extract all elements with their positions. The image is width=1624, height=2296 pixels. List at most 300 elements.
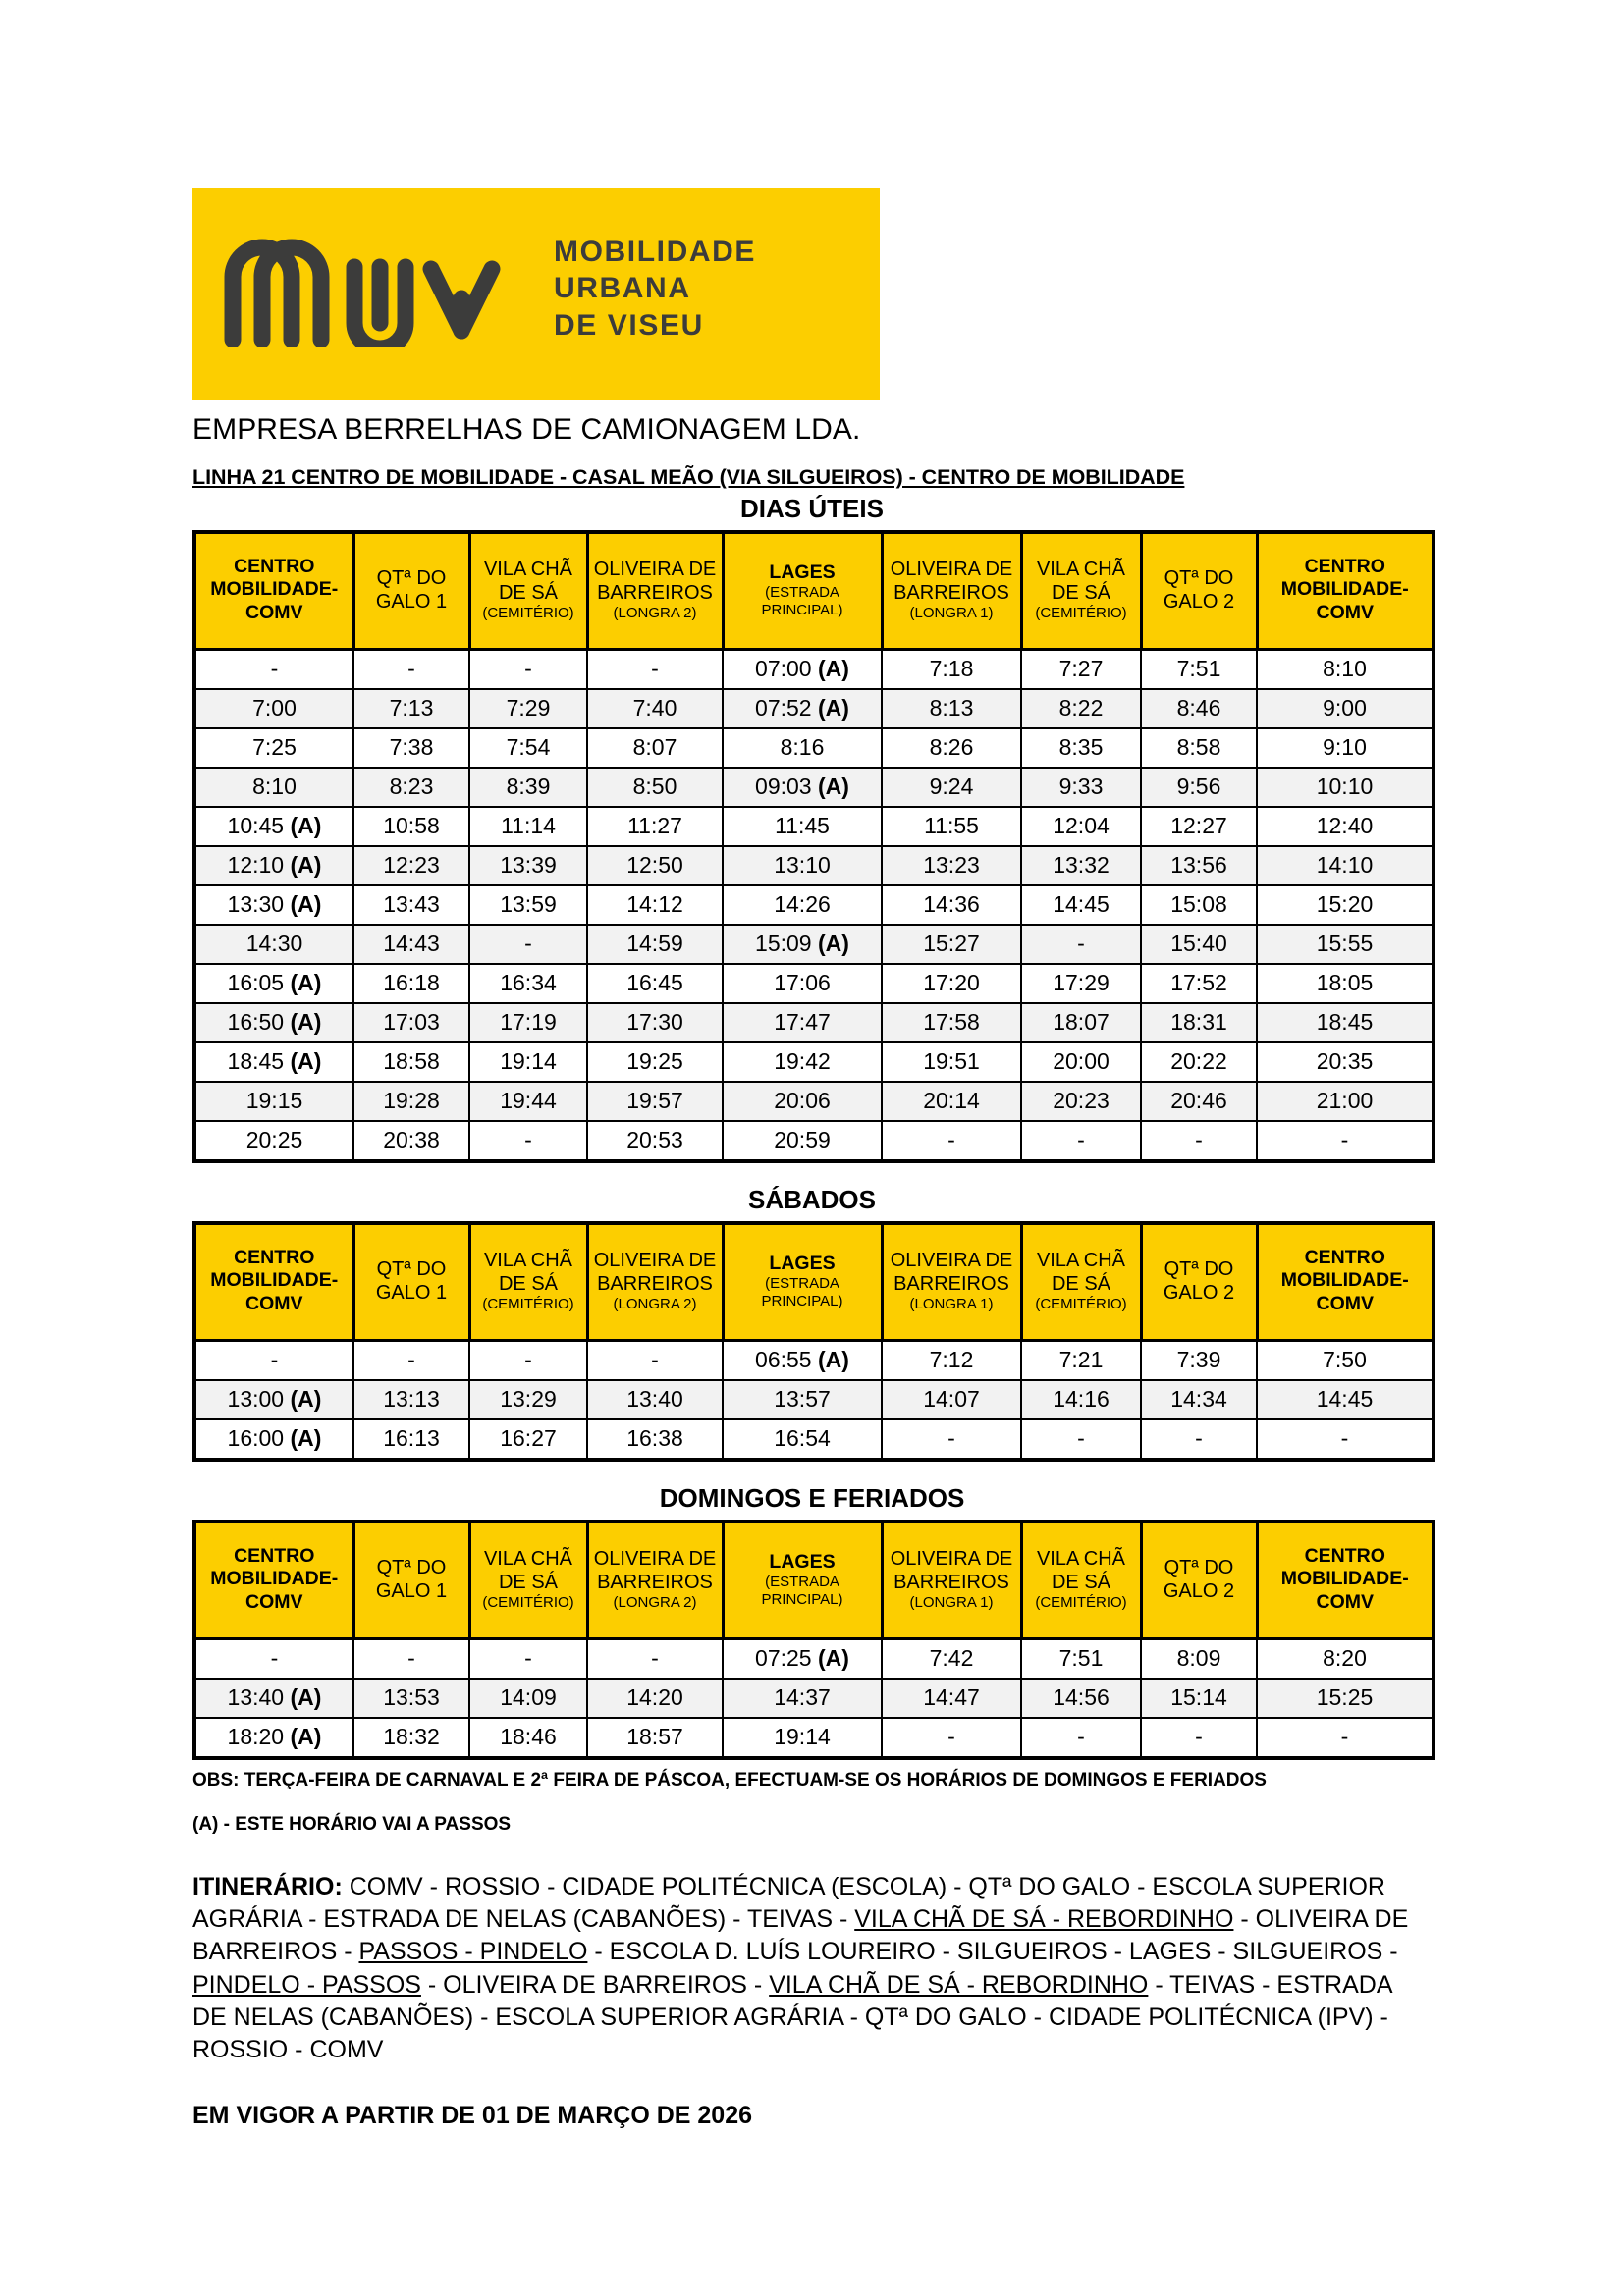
passos-flag: (A): [290, 891, 322, 918]
departure-time-cell: 19:28: [353, 1082, 469, 1121]
column-header: [1021, 1522, 1141, 1639]
column-header-main: BARREIROS: [893, 1572, 1009, 1594]
departure-time-cell: 12:04: [1021, 807, 1141, 846]
logo-inner: [222, 230, 756, 347]
departure-time-cell: 18:45: [1257, 1003, 1434, 1042]
departure-time-cell: -: [1257, 1419, 1434, 1460]
column-header-main: VILA CHÃ: [1036, 1548, 1126, 1571]
departure-time-cell: 11:55: [882, 807, 1021, 846]
table-row: [194, 1718, 1434, 1758]
departure-time-cell: 8:39: [469, 768, 587, 807]
departure-time-cell: 14:56: [1021, 1679, 1141, 1718]
logo-line-1: MOBILIDADE: [554, 236, 756, 269]
line-title: LINHA 21 CENTRO DE MOBILIDADE - CASAL MEÃO (VIA SILGUEIROS) - CENTRO DE MOBILIDADE: [192, 465, 1185, 489]
column-header: [1021, 1223, 1141, 1341]
departure-time-cell: 15:25: [1257, 1679, 1434, 1718]
company-name: EMPRESA BERRELHAS DE CAMIONAGEM LDA.: [192, 413, 861, 446]
departure-time-cell: 14:16: [1021, 1380, 1141, 1419]
passos-flag: (A): [818, 1347, 849, 1373]
departure-time-cell: 8:16: [723, 728, 882, 768]
departure-time-cell: 18:58: [353, 1042, 469, 1082]
departure-time-cell: 7:42: [882, 1639, 1021, 1680]
departure-time-cell: 7:29: [469, 689, 587, 728]
departure-time-cell: -: [1141, 1718, 1257, 1758]
passos-flag: (A): [290, 1009, 322, 1036]
column-header-sub: (CEMITÉRIO): [482, 1296, 574, 1313]
departure-time-cell: 7:40: [587, 689, 723, 728]
table-row: [194, 1639, 1434, 1680]
departure-time-cell: -: [1021, 1121, 1141, 1161]
column-header: [882, 1223, 1021, 1341]
schedule-table: [192, 1221, 1435, 1462]
departure-time-cell: 14:45: [1257, 1380, 1434, 1419]
column-header-main: QTª DO: [1164, 567, 1234, 589]
column-header-main: GALO 1: [375, 591, 448, 613]
departure-time-cell: 20:38: [353, 1121, 469, 1161]
column-header-main: CENTRO: [234, 1544, 315, 1567]
column-header-main: DE SÁ: [498, 1273, 559, 1296]
departure-time-cell: 9:00: [1257, 689, 1434, 728]
departure-time-cell: 13:57: [723, 1380, 882, 1419]
departure-time-cell: -: [1141, 1419, 1257, 1460]
column-header-main: BARREIROS: [597, 1572, 713, 1594]
departure-time-cell: 13:56: [1141, 846, 1257, 885]
departure-time-cell: 14:59: [587, 925, 723, 964]
itinerary-segment-underlined: PASSOS - PINDELO: [358, 1938, 588, 1966]
column-header-sub: (ESTRADA: [765, 1275, 839, 1292]
departure-time-cell: 17:29: [1021, 964, 1141, 1003]
table-row: [194, 1042, 1434, 1082]
column-header-main: QTª DO: [376, 1557, 447, 1578]
departure-time-cell: 18:46: [469, 1718, 587, 1758]
column-header-main: GALO 2: [1163, 1282, 1235, 1304]
departure-time-cell: 7:25: [194, 728, 353, 768]
departure-time-cell: 13:00 (A): [194, 1380, 353, 1419]
column-header: [1257, 1522, 1434, 1639]
departure-time-cell: 20:35: [1257, 1042, 1434, 1082]
departure-time-cell: 7:51: [1021, 1639, 1141, 1680]
column-header-main: COMV: [245, 1292, 303, 1314]
passos-flag: (A): [818, 656, 849, 682]
table-header-row: [194, 1522, 1434, 1639]
departure-time-cell: 12:40: [1257, 807, 1434, 846]
column-header: [1257, 1223, 1434, 1341]
departure-time-cell: 20:59: [723, 1121, 882, 1161]
departure-time-cell: 18:45 (A): [194, 1042, 353, 1082]
departure-time-cell: 15:40: [1141, 925, 1257, 964]
departure-time-cell: 16:05 (A): [194, 964, 353, 1003]
departure-time-cell: 18:20 (A): [194, 1718, 353, 1758]
column-header-main: OLIVEIRA DE: [890, 1548, 1013, 1571]
itinerary-segment: - OLIVEIRA DE BARREIROS -: [192, 1905, 1409, 1966]
departure-time-cell: 11:14: [469, 807, 587, 846]
departure-time-cell: 13:40 (A): [194, 1679, 353, 1718]
column-header: [353, 1522, 469, 1639]
column-header-main: MOBILIDADE-: [1280, 1269, 1409, 1292]
column-header-sub: (CEMITÉRIO): [1035, 1296, 1127, 1313]
departure-time-cell: 14:43: [353, 925, 469, 964]
table-row: [194, 807, 1434, 846]
departure-time-cell: 11:45: [723, 807, 882, 846]
departure-time-cell: 19:14: [469, 1042, 587, 1082]
departure-time-cell: 16:27: [469, 1419, 587, 1460]
departure-time-cell: 19:15: [194, 1082, 353, 1121]
departure-time-cell: 8:26: [882, 728, 1021, 768]
departure-time-cell: 8:23: [353, 768, 469, 807]
departure-time-cell: 12:10 (A): [194, 846, 353, 885]
column-header-main: MOBILIDADE-: [1280, 1568, 1409, 1590]
departure-time-cell: 13:13: [353, 1380, 469, 1419]
column-header-sub: (LONGRA 1): [909, 605, 994, 622]
page-content: [192, 188, 1432, 2130]
departure-time-cell: 14:30: [194, 925, 353, 964]
itinerary-segment: - ESCOLA D. LUÍS LOUREIRO - SILGUEIROS - LAGES - SILGUEIROS -: [587, 1938, 1398, 1966]
column-header-main: DE SÁ: [498, 1572, 559, 1594]
column-header: [1021, 532, 1141, 650]
column-header-main: QTª DO: [1164, 1258, 1234, 1280]
departure-time-cell: 18:05: [1257, 964, 1434, 1003]
column-header-sub: PRINCIPAL): [761, 601, 843, 618]
column-header: [587, 532, 723, 650]
departure-time-cell: 18:07: [1021, 1003, 1141, 1042]
departure-time-cell: -: [587, 1639, 723, 1680]
departure-time-cell: 16:13: [353, 1419, 469, 1460]
passos-flag: (A): [290, 1425, 322, 1452]
departure-time-cell: -: [353, 1639, 469, 1680]
column-header: [723, 532, 882, 650]
departure-time-cell: 7:00: [194, 689, 353, 728]
column-header-main: MOBILIDADE-: [210, 1269, 339, 1292]
departure-time-cell: 15:09 (A): [723, 925, 882, 964]
departure-time-cell: -: [1021, 1718, 1141, 1758]
departure-time-cell: -: [587, 650, 723, 690]
passos-flag: (A): [290, 1386, 322, 1413]
column-header: [587, 1223, 723, 1341]
departure-time-cell: 15:27: [882, 925, 1021, 964]
departure-time-cell: 17:47: [723, 1003, 882, 1042]
column-header-main: OLIVEIRA DE: [593, 559, 717, 581]
column-header: [882, 1522, 1021, 1639]
column-header-sub: (CEMITÉRIO): [482, 1594, 574, 1612]
departure-time-cell: 8:35: [1021, 728, 1141, 768]
itinerary-paragraph: [192, 1871, 1420, 2067]
departure-time-cell: 7:38: [353, 728, 469, 768]
passos-flag: (A): [818, 695, 849, 721]
column-header: [353, 1223, 469, 1341]
section-title: DIAS ÚTEIS: [740, 494, 884, 523]
column-header-sub: (LONGRA 1): [909, 1296, 994, 1313]
column-header: [469, 1223, 587, 1341]
departure-time-cell: 12:50: [587, 846, 723, 885]
column-header-main: QTª DO: [376, 1258, 447, 1280]
column-header-main: CENTRO: [1304, 1246, 1385, 1268]
departure-time-cell: 10:45 (A): [194, 807, 353, 846]
table-header-row: [194, 532, 1434, 650]
departure-time-cell: 17:20: [882, 964, 1021, 1003]
departure-time-cell: 13:40: [587, 1380, 723, 1419]
departure-time-cell: 8:22: [1021, 689, 1141, 728]
departure-time-cell: 15:08: [1141, 885, 1257, 925]
departure-time-cell: -: [1021, 925, 1141, 964]
column-header: [882, 532, 1021, 650]
departure-time-cell: 13:53: [353, 1679, 469, 1718]
departure-time-cell: 7:50: [1257, 1341, 1434, 1381]
column-header: [194, 1223, 353, 1341]
departure-time-cell: 20:06: [723, 1082, 882, 1121]
column-header: [723, 1522, 882, 1639]
departure-time-cell: -: [469, 925, 587, 964]
table-row: [194, 1082, 1434, 1121]
departure-time-cell: 14:20: [587, 1679, 723, 1718]
column-header-main: BARREIROS: [597, 582, 713, 605]
departure-time-cell: 14:34: [1141, 1380, 1257, 1419]
departure-time-cell: 15:55: [1257, 925, 1434, 964]
muv-wordmark-icon: [222, 230, 516, 347]
column-header-main: COMV: [1316, 1590, 1374, 1613]
column-header-sub: (LONGRA 2): [613, 1296, 697, 1313]
departure-time-cell: -: [469, 650, 587, 690]
column-header-main: GALO 1: [375, 1580, 448, 1602]
column-header-main: DE SÁ: [1051, 1572, 1111, 1594]
departure-time-cell: 8:46: [1141, 689, 1257, 728]
column-header-main: MOBILIDADE-: [210, 1568, 339, 1590]
column-header-sub: (ESTRADA: [765, 584, 839, 601]
column-header-main: MOBILIDADE-: [1280, 578, 1409, 601]
column-header-main: GALO 2: [1163, 1580, 1235, 1602]
column-header: [194, 532, 353, 650]
departure-time-cell: 13:59: [469, 885, 587, 925]
departure-time-cell: -: [353, 1341, 469, 1381]
departure-time-cell: 13:10: [723, 846, 882, 885]
departure-time-cell: 19:25: [587, 1042, 723, 1082]
departure-time-cell: -: [353, 650, 469, 690]
column-header-main: OLIVEIRA DE: [593, 1250, 717, 1272]
departure-time-cell: 8:50: [587, 768, 723, 807]
column-header-main: GALO 2: [1163, 591, 1235, 613]
passos-flag: (A): [290, 970, 322, 996]
departure-time-cell: -: [194, 1341, 353, 1381]
departure-time-cell: 16:34: [469, 964, 587, 1003]
departure-time-cell: 20:14: [882, 1082, 1021, 1121]
departure-time-cell: 7:27: [1021, 650, 1141, 690]
table-row: [194, 1419, 1434, 1460]
departure-time-cell: 17:03: [353, 1003, 469, 1042]
column-header: [353, 532, 469, 650]
itinerary-segment: - TEIVAS - ESTRADA DE NELAS (CABANÕES) - ESCOLA SUPERIOR AGRÁRIA - QTª DO GALO - CIDADE POLITÉCNICA (IPV) - ROSSIO - COMV: [192, 1970, 1392, 2064]
column-header-main: DE SÁ: [1051, 582, 1111, 605]
departure-time-cell: 9:10: [1257, 728, 1434, 768]
itinerary-segment: COMV - ROSSIO - CIDADE POLITÉCNICA (ESCOLA) - QTª DO GALO - ESCOLA SUPERIOR AGRÁRIA - ESTRADA DE NELAS (CABANÕES) - TEIVAS -: [192, 1872, 1385, 1934]
departure-time-cell: 11:27: [587, 807, 723, 846]
departure-time-cell: 7:21: [1021, 1341, 1141, 1381]
departure-time-cell: 16:45: [587, 964, 723, 1003]
column-header-main: CENTRO: [1304, 1544, 1385, 1567]
column-header-main: CENTRO: [234, 1246, 315, 1268]
column-header-main: BARREIROS: [597, 1273, 713, 1296]
departure-time-cell: -: [1257, 1718, 1434, 1758]
passos-flag: (A): [818, 1645, 849, 1672]
validity-note: EM VIGOR A PARTIR DE 01 DE MARÇO DE 2026: [192, 2102, 753, 2130]
column-header-sub: (CEMITÉRIO): [482, 605, 574, 622]
legend-a-note: (A) - ESTE HORÁRIO VAI A PASSOS: [192, 1813, 512, 1835]
column-header-main: BARREIROS: [893, 1273, 1009, 1296]
column-header-main: VILA CHÃ: [1036, 559, 1126, 581]
departure-time-cell: 17:30: [587, 1003, 723, 1042]
column-header: [587, 1522, 723, 1639]
departure-time-cell: 16:18: [353, 964, 469, 1003]
departure-time-cell: 18:31: [1141, 1003, 1257, 1042]
departure-time-cell: 7:18: [882, 650, 1021, 690]
column-header-sub: (ESTRADA: [765, 1574, 839, 1590]
passos-flag: (A): [818, 774, 849, 800]
departure-time-cell: -: [882, 1121, 1021, 1161]
departure-time-cell: -: [469, 1121, 587, 1161]
muv-logo-banner: [192, 188, 880, 400]
column-header-sub: (CEMITÉRIO): [1035, 605, 1127, 622]
column-header-main: VILA CHÃ: [1036, 1250, 1126, 1272]
column-header-main: DE SÁ: [1051, 1273, 1111, 1296]
column-header: [469, 532, 587, 650]
departure-time-cell: 9:24: [882, 768, 1021, 807]
departure-time-cell: 8:20: [1257, 1639, 1434, 1680]
passos-flag: (A): [290, 852, 322, 879]
column-header-main: MOBILIDADE-: [210, 578, 339, 601]
column-header-sub: (CEMITÉRIO): [1035, 1594, 1127, 1612]
departure-time-cell: 20:53: [587, 1121, 723, 1161]
column-header: [1141, 532, 1257, 650]
table-row: [194, 885, 1434, 925]
column-header-sub: (LONGRA 2): [613, 605, 697, 622]
departure-time-cell: 9:56: [1141, 768, 1257, 807]
departure-time-cell: 16:00 (A): [194, 1419, 353, 1460]
departure-time-cell: -: [194, 650, 353, 690]
column-header-main: GALO 1: [375, 1282, 448, 1304]
table-row: [194, 1380, 1434, 1419]
departure-time-cell: 16:50 (A): [194, 1003, 353, 1042]
itinerary-segment: - OLIVEIRA DE BARREIROS -: [420, 1970, 770, 1999]
column-header: [469, 1522, 587, 1639]
departure-time-cell: 7:13: [353, 689, 469, 728]
departure-time-cell: 14:36: [882, 885, 1021, 925]
departure-time-cell: 14:09: [469, 1679, 587, 1718]
table-row: [194, 728, 1434, 768]
logo-line-2: URBANA: [554, 272, 691, 305]
schedule-sections: [192, 494, 1432, 1760]
departure-time-cell: 13:32: [1021, 846, 1141, 885]
table-row: [194, 689, 1434, 728]
table-row: [194, 1121, 1434, 1161]
column-header: [1141, 1223, 1257, 1341]
column-header-main: VILA CHÃ: [483, 1548, 573, 1571]
departure-time-cell: -: [882, 1718, 1021, 1758]
itinerary-segment-underlined: VILA CHÃ DE SÁ - REBORDINHO: [769, 1970, 1149, 1999]
column-header-sub: (LONGRA 2): [613, 1594, 697, 1612]
departure-time-cell: 14:12: [587, 885, 723, 925]
departure-time-cell: 14:10: [1257, 846, 1434, 885]
column-header-main: OLIVEIRA DE: [593, 1548, 717, 1571]
departure-time-cell: 9:33: [1021, 768, 1141, 807]
column-header-main: COMV: [245, 1590, 303, 1613]
departure-time-cell: 7:51: [1141, 650, 1257, 690]
table-row: [194, 650, 1434, 690]
column-header-main: LAGES: [769, 561, 836, 583]
column-header-sub: PRINCIPAL): [761, 1292, 843, 1309]
logo-line-3: DE VISEU: [554, 308, 704, 342]
departure-time-cell: 07:25 (A): [723, 1639, 882, 1680]
departure-time-cell: -: [194, 1639, 353, 1680]
passos-flag: (A): [818, 931, 849, 957]
departure-time-cell: 19:14: [723, 1718, 882, 1758]
column-header: [194, 1522, 353, 1639]
departure-time-cell: 12:27: [1141, 807, 1257, 846]
departure-time-cell: 14:47: [882, 1679, 1021, 1718]
departure-time-cell: 09:03 (A): [723, 768, 882, 807]
departure-time-cell: 12:23: [353, 846, 469, 885]
departure-time-cell: 13:29: [469, 1380, 587, 1419]
table-row: [194, 964, 1434, 1003]
departure-time-cell: 13:30 (A): [194, 885, 353, 925]
table-row: [194, 925, 1434, 964]
section-title: DOMINGOS E FERIADOS: [659, 1483, 965, 1513]
logo-wordmark-text: [554, 234, 756, 344]
departure-time-cell: -: [469, 1341, 587, 1381]
departure-time-cell: 17:06: [723, 964, 882, 1003]
departure-time-cell: 7:12: [882, 1341, 1021, 1381]
departure-time-cell: 8:07: [587, 728, 723, 768]
departure-time-cell: 06:55 (A): [723, 1341, 882, 1381]
departure-time-cell: 10:10: [1257, 768, 1434, 807]
departure-time-cell: -: [1141, 1121, 1257, 1161]
table-row: [194, 846, 1434, 885]
column-header-main: COMV: [245, 601, 303, 623]
departure-time-cell: 14:26: [723, 885, 882, 925]
departure-time-cell: 20:00: [1021, 1042, 1141, 1082]
column-header: [723, 1223, 882, 1341]
departure-time-cell: 15:14: [1141, 1679, 1257, 1718]
column-header-main: DE SÁ: [498, 582, 559, 605]
column-header-main: QTª DO: [1164, 1557, 1234, 1578]
column-header-sub: PRINCIPAL): [761, 1590, 843, 1608]
departure-time-cell: 07:00 (A): [723, 650, 882, 690]
table-row: [194, 768, 1434, 807]
departure-time-cell: 07:52 (A): [723, 689, 882, 728]
column-header-main: QTª DO: [376, 567, 447, 589]
itinerary-segment-underlined: PINDELO - PASSOS: [192, 1970, 421, 1999]
departure-time-cell: 8:10: [1257, 650, 1434, 690]
passos-flag: (A): [290, 1684, 322, 1711]
departure-time-cell: 16:38: [587, 1419, 723, 1460]
departure-time-cell: 19:44: [469, 1082, 587, 1121]
table-row: [194, 1003, 1434, 1042]
departure-time-cell: 20:25: [194, 1121, 353, 1161]
passos-flag: (A): [290, 1724, 322, 1750]
departure-time-cell: 17:58: [882, 1003, 1021, 1042]
departure-time-cell: 18:32: [353, 1718, 469, 1758]
schedule-table: [192, 530, 1435, 1163]
column-header: [1257, 532, 1434, 650]
departure-time-cell: 20:22: [1141, 1042, 1257, 1082]
departure-time-cell: -: [882, 1419, 1021, 1460]
section-title: SÁBADOS: [747, 1185, 876, 1214]
column-header-main: CENTRO: [234, 555, 315, 577]
column-header-main: VILA CHÃ: [483, 1250, 573, 1272]
departure-time-cell: 20:46: [1141, 1082, 1257, 1121]
departure-time-cell: 7:54: [469, 728, 587, 768]
departure-time-cell: 21:00: [1257, 1082, 1434, 1121]
column-header-main: CENTRO: [1304, 555, 1385, 577]
passos-flag: (A): [290, 1048, 322, 1075]
table-row: [194, 1679, 1434, 1718]
